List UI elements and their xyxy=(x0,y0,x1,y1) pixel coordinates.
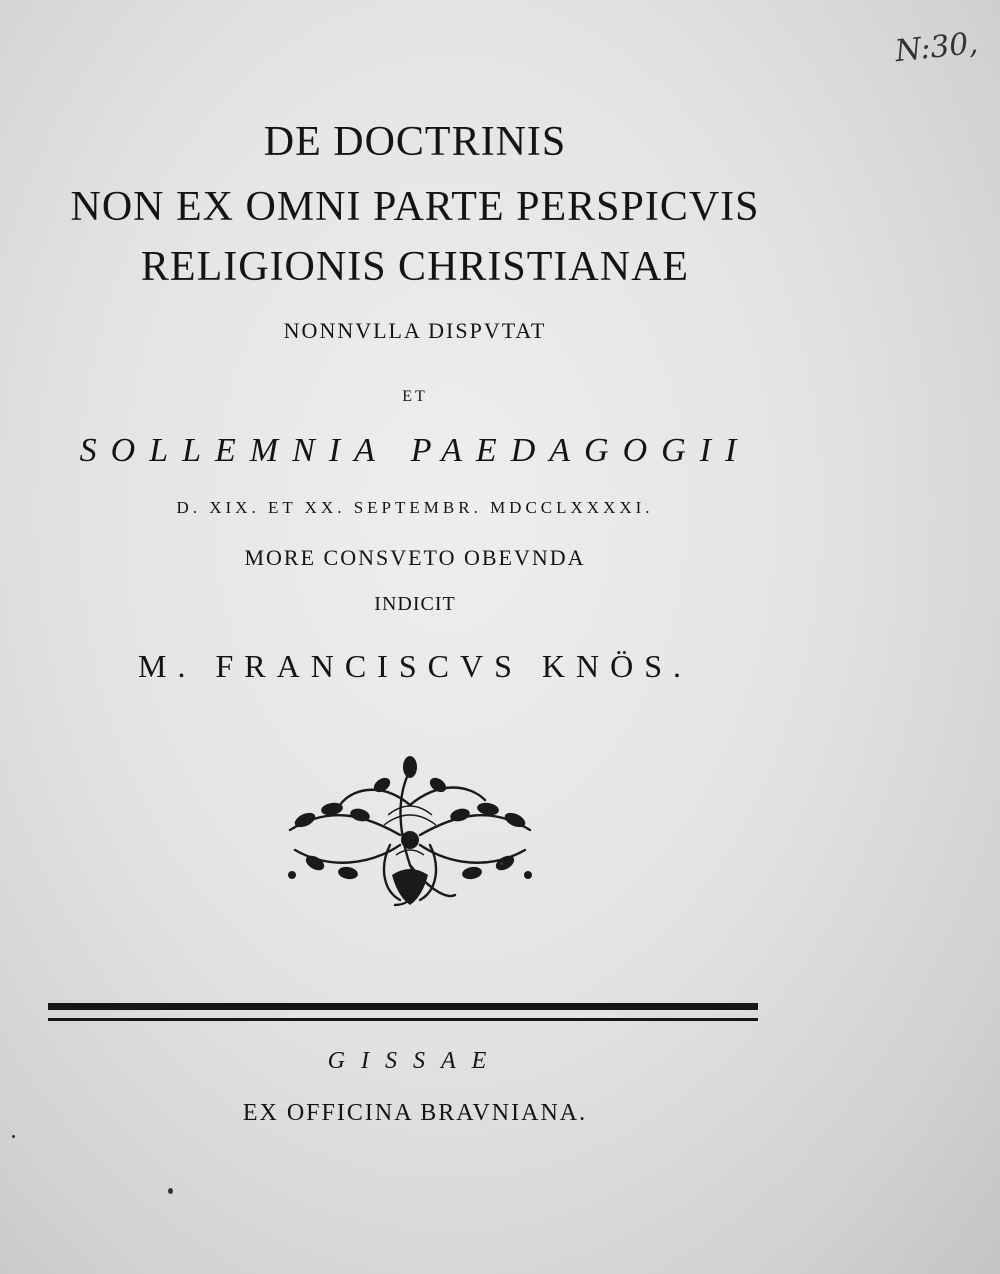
handwritten-shelf-note: N:30, xyxy=(893,25,980,70)
title-line-1: DE DOCTRINIS xyxy=(263,119,567,165)
rule-thin xyxy=(48,1018,758,1021)
date-line: D. XIX. ET XX. SEPTEMBR. MDCCLXXXXI. xyxy=(176,498,654,517)
more-line: MORE CONSVETO OBEVNDA xyxy=(244,545,586,570)
title-line-3: RELIGIONIS CHRISTIANAE xyxy=(140,244,690,290)
conjunction: ET xyxy=(402,388,428,405)
sollemnia-heading: SOLLEMNIA PAEDAGOGII xyxy=(79,432,751,469)
author-name: M. FRANCISCVS KNÖS. xyxy=(138,648,692,684)
indicit-line: INDICIT xyxy=(374,593,456,615)
imprint-printer: EX OFFICINA BRAVNIANA. xyxy=(242,1100,588,1126)
rule-thick xyxy=(48,1003,758,1010)
imprint-place: GISSAE xyxy=(327,1048,503,1074)
title-line-2: NON EX OMNI PARTE PERSPICVIS xyxy=(70,184,760,230)
title-line-4: NONNVLLA DISPVTAT xyxy=(283,318,547,343)
ink-speck xyxy=(500,862,503,865)
floral-ornament-icon xyxy=(270,745,550,920)
ink-speck xyxy=(12,1135,15,1138)
ink-speck xyxy=(168,1188,173,1194)
